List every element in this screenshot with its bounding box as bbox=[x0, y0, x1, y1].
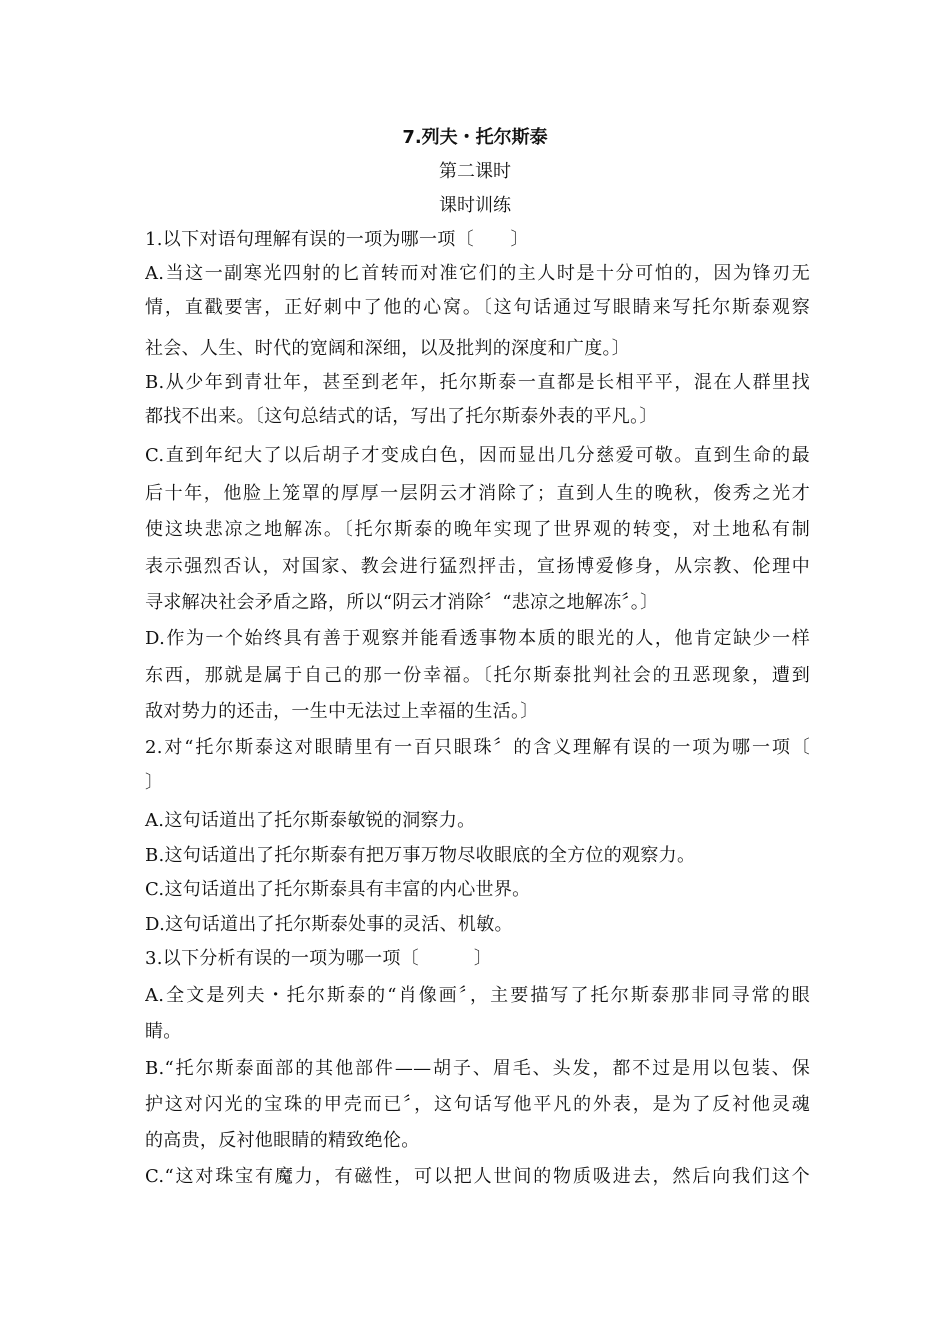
question-3-stem: 3.以下分析有误的一项为哪一项〔 〕 bbox=[145, 948, 493, 969]
q1-option-a-line: A.当这一副寒光四射的匕首转而对准它们的主人时是十分可怕的，因为锋刃无 bbox=[145, 263, 810, 284]
question-2-stem: 〕 bbox=[145, 772, 164, 793]
q1-option-a-line: 社会、人生、时代的宽阔和深细，以及批判的深度和广度。〕 bbox=[145, 338, 631, 359]
document-title: 7.列夫・托尔斯泰 bbox=[402, 127, 548, 148]
q2-option-a: A.这句话道出了托尔斯泰敏锐的洞察力。 bbox=[145, 810, 476, 831]
question-2-stem: 2.对“托尔斯泰这对眼睛里有一百只眼珠〞的含义理解有误的一项为哪一项〔 bbox=[145, 737, 810, 758]
q2-option-c: C.这句话道出了托尔斯泰具有丰富的内心世界。 bbox=[145, 879, 531, 900]
lesson-subtitle: 第二课时 bbox=[439, 161, 511, 182]
question-1-stem: 1.以下对语句理解有误的一项为哪一项〔 〕 bbox=[145, 229, 529, 250]
q1-option-c-line: 表示强烈否认，对国家、教会进行猛烈抨击，宣扬博爱修身，从宗教、伦理中 bbox=[145, 556, 810, 577]
q1-option-a-line: 情，直戳要害，正好刺中了他的心窝。〔这句话通过写眼睛来写托尔斯泰观察 bbox=[145, 297, 810, 318]
q3-option-b-line: 护这对闪光的宝珠的甲壳而已〞，这句话写他平凡的外表，是为了反衬他灵魂 bbox=[145, 1094, 810, 1115]
q1-option-d-line: 东西，那就是属于自己的那一份幸福。〔托尔斯泰批判社会的丑恶现象，遭到 bbox=[145, 665, 810, 686]
q1-option-c-line: 寻求解决社会矛盾之路，所以“阴云才消除〞“悲凉之地解冻〞。〕 bbox=[145, 592, 659, 613]
q1-option-c-line: 后十年，他脸上笼罩的厚厚一层阴云才消除了；直到人生的晚秋，俊秀之光才 bbox=[145, 483, 810, 504]
q2-option-d: D.这句话道出了托尔斯泰处事的灵活、机敏。 bbox=[145, 914, 513, 935]
q1-option-c-line: C.直到年纪大了以后胡子才变成白色，因而显出几分慈爱可敬。直到生命的最 bbox=[145, 445, 810, 466]
section-heading: 课时训练 bbox=[439, 195, 511, 216]
q1-option-c-line: 使这块悲凉之地解冻。〔托尔斯泰的晚年实现了世界观的转变，对土地私有制 bbox=[145, 519, 810, 540]
q1-option-b-line: B.从少年到青壮年，甚至到老年，托尔斯泰一直都是长相平平，混在人群里找 bbox=[145, 372, 810, 393]
q1-option-d-line: 敌对势力的还击，一生中无法过上幸福的生活。〕 bbox=[145, 701, 539, 722]
q3-option-b-line: 的高贵，反衬他眼睛的精致绝伦。 bbox=[145, 1130, 420, 1151]
q3-option-c-line: C.“这对珠宝有魔力，有磁性，可以把人世间的物质吸进去，然后向我们这个 bbox=[145, 1166, 810, 1187]
q1-option-b-line: 都找不出来。〔这句总结式的话，写出了托尔斯泰外表的平凡。〕 bbox=[145, 406, 658, 427]
q3-option-b-line: B.“托尔斯泰面部的其他部件——胡子、眉毛、头发，都不过是用以包装、保 bbox=[145, 1058, 810, 1079]
q3-option-a-line: A.全文是列夫・托尔斯泰的“肖像画〞，主要描写了托尔斯泰那非同寻常的眼 bbox=[145, 985, 810, 1006]
q2-option-b: B.这句话道出了托尔斯泰有把万事万物尽收眼底的全方位的观察力。 bbox=[145, 845, 696, 866]
q1-option-d-line: D.作为一个始终具有善于观察并能看透事物本质的眼光的人，他肯定缺少一样 bbox=[145, 628, 810, 649]
q3-option-a-line: 睛。 bbox=[145, 1021, 182, 1042]
